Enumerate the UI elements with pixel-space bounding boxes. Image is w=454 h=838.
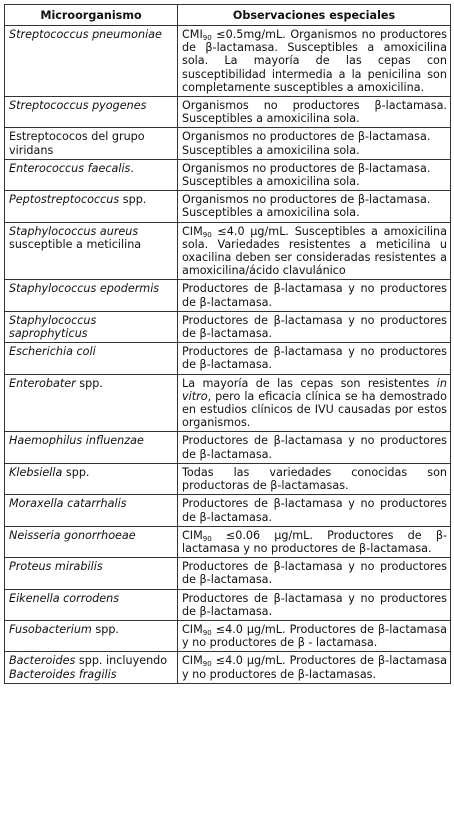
text-segment: Todas las variedades conocidas son productoras de β-lactamasas. (182, 465, 447, 493)
table-row (5, 222, 451, 280)
table-row (5, 432, 451, 463)
text-segment: Escherichia coli (9, 345, 96, 359)
subscript-text: 90 (202, 628, 212, 637)
table-row (5, 620, 451, 651)
text-segment: CIM (182, 528, 203, 542)
text-segment: Organismos no productores de β-lactamasa. (182, 161, 431, 175)
notes-cell (178, 620, 451, 651)
organism-cell (5, 495, 178, 526)
text-segment: susceptible a meticilina (9, 237, 142, 251)
table-row (5, 374, 451, 432)
organism-cell (5, 26, 178, 97)
notes-cell (178, 97, 451, 128)
notes-cell (178, 280, 451, 311)
text-segment: ≤0.5mg/mL. Organismos no productores de β-lactamasa. Susceptibles a amoxicilina sola. La mayoría de las cepas con susceptibilidad intermedia a la penicilina son completamente susceptibles a amoxicilina. (182, 28, 447, 94)
text-segment: ≤0.06 μg/mL. Productores de β-lactamasa y no productores de β-lactamasa. (182, 528, 447, 555)
notes-cell (178, 589, 451, 620)
notes-cell (178, 191, 451, 222)
notes-cell (178, 495, 451, 526)
text-segment: Susceptibles a amoxicilina sola. (182, 206, 360, 220)
organism-cell (5, 311, 178, 342)
text-segment: Organismos no productores β-lactamasa. Susceptibles a amoxicilina sola. (182, 99, 447, 126)
header-microorganismo: Microorganismo (5, 5, 178, 26)
text-segment: Susceptibles a amoxicilina sola. (182, 175, 360, 189)
notes-cell (178, 311, 451, 342)
organism-cell (5, 589, 178, 620)
text-segment: Estreptococos del grupo viridans (9, 130, 145, 157)
text-segment: CIM (182, 654, 203, 668)
organism-cell (5, 652, 178, 683)
text-segment: Enterobater (9, 376, 76, 390)
subscript-text: 90 (202, 34, 212, 42)
table-row (5, 558, 451, 589)
notes-cell (178, 558, 451, 589)
organism-cell (5, 97, 178, 128)
text-segment: Productores de β-lactamasa y no productores de β-lactamasa. (182, 313, 447, 341)
text-segment: Enterococcus faecalis (9, 161, 131, 175)
text-segment: Streptococcus pneumoniae (9, 28, 162, 41)
table-body (5, 26, 451, 684)
text-segment: Bacteroides fragilis (9, 667, 117, 681)
susceptibility-table (4, 4, 451, 684)
table-row (5, 652, 451, 683)
table-row (5, 280, 451, 311)
table-row (5, 311, 451, 342)
table-row (5, 97, 451, 128)
text-segment: in vitro (182, 376, 447, 403)
text-segment: Proteus mirabilis (9, 560, 103, 574)
notes-cell (178, 374, 451, 432)
text-segment: Organismos no productores de β-lactamasa. (182, 193, 431, 207)
text-segment: spp. (75, 376, 103, 390)
text-segment: Bacteroides (9, 654, 76, 668)
text-segment: spp. (62, 465, 90, 479)
text-segment: Staphylococcus saprophyticus (9, 313, 97, 341)
text-segment: spp. incluyendo (75, 654, 168, 668)
subscript-text: 90 (202, 230, 212, 239)
text-segment: Productores de β-lactamasa y no productores de β-lactamasa. (182, 282, 447, 309)
organism-cell (5, 159, 178, 190)
organism-cell (5, 463, 178, 494)
text-segment: Neisseria gonorrhoeae (9, 528, 136, 542)
table-row (5, 191, 451, 222)
organism-cell (5, 280, 178, 311)
text-segment: Eikenella corrodens (9, 591, 120, 605)
table-row (5, 463, 451, 494)
text-segment: Staphylococcus aureus (9, 224, 139, 238)
text-segment: Productores de β-lactamasa y no productores de β-lactamasa. (182, 560, 447, 587)
text-segment: Organismos no productores de β-lactamasa. (182, 130, 431, 144)
organism-cell (5, 191, 178, 222)
table-row (5, 495, 451, 526)
text-segment: Fusobacterium (9, 622, 92, 636)
text-segment: Streptococcus pyogenes (9, 99, 147, 113)
organism-cell (5, 222, 178, 280)
notes-cell (178, 652, 451, 683)
notes-cell (178, 159, 451, 190)
table-row (5, 526, 451, 557)
organism-cell (5, 558, 178, 589)
table-header-row (5, 5, 451, 26)
text-segment: ≤4.0 μg/mL. Productores de β-lactamasa y no productores de β - lactamasa. (182, 622, 447, 650)
text-segment: CMI (182, 28, 203, 41)
header-observaciones: Observaciones especiales (178, 5, 451, 26)
table-row (5, 343, 451, 374)
subscript-text: 90 (202, 534, 212, 543)
notes-cell (178, 463, 451, 494)
organism-cell (5, 343, 178, 374)
subscript-text: 90 (202, 660, 212, 669)
notes-cell (178, 26, 451, 97)
text-segment: , pero la eficacia clínica se ha demostrado en estudios clínicos de IVU causadas por estos organismos. (182, 389, 447, 430)
organism-cell (5, 374, 178, 432)
notes-cell (178, 222, 451, 280)
text-segment: Moraxella catarrhalis (9, 497, 127, 511)
table-row (5, 128, 451, 159)
text-segment: . (130, 161, 134, 175)
text-segment: Haemophilus influenzae (9, 434, 144, 448)
text-segment: Productores de β-lactamasa y no productores de β-lactamasa. (182, 497, 447, 524)
text-segment: ≤4.0 μg/mL. Susceptibles a amoxicilina sola. Variedades resistentes a meticilina u oxacilina deben ser consideradas resistentes a amoxicilina/ácido clavulánico (182, 224, 447, 278)
text-segment: ≤4.0 μg/mL. Productores de β-lactamasa y no productores de β-lactamasas. (182, 654, 447, 681)
text-segment: La mayoría de las cepas son resistentes (182, 376, 437, 390)
text-segment: Productores de β-lactamasa y no productores de β-lactamasa. (182, 591, 447, 618)
text-segment: Staphylococcus epodermis (9, 282, 160, 296)
text-segment: Productores de β-lactamasa y no productores de β-lactamasa. (182, 345, 447, 372)
notes-cell (178, 128, 451, 159)
organism-cell (5, 432, 178, 463)
notes-cell (178, 343, 451, 374)
text-segment: Susceptibles a amoxicilina sola. (182, 143, 360, 157)
organism-cell (5, 526, 178, 557)
table-row (5, 159, 451, 190)
organism-cell (5, 128, 178, 159)
text-segment: CIM (182, 224, 203, 238)
text-segment: Productores de β-lactamasa y no productores de β-lactamasa. (182, 434, 447, 461)
text-segment: spp. (91, 622, 119, 636)
text-segment: Klebsiella (9, 465, 63, 479)
notes-cell (178, 526, 451, 557)
text-segment: spp. (119, 193, 147, 207)
organism-cell (5, 620, 178, 651)
table-row (5, 26, 451, 97)
table-row (5, 589, 451, 620)
text-segment: CIM (182, 622, 203, 636)
text-segment: Peptostreptococcus (9, 193, 120, 207)
notes-cell (178, 432, 451, 463)
